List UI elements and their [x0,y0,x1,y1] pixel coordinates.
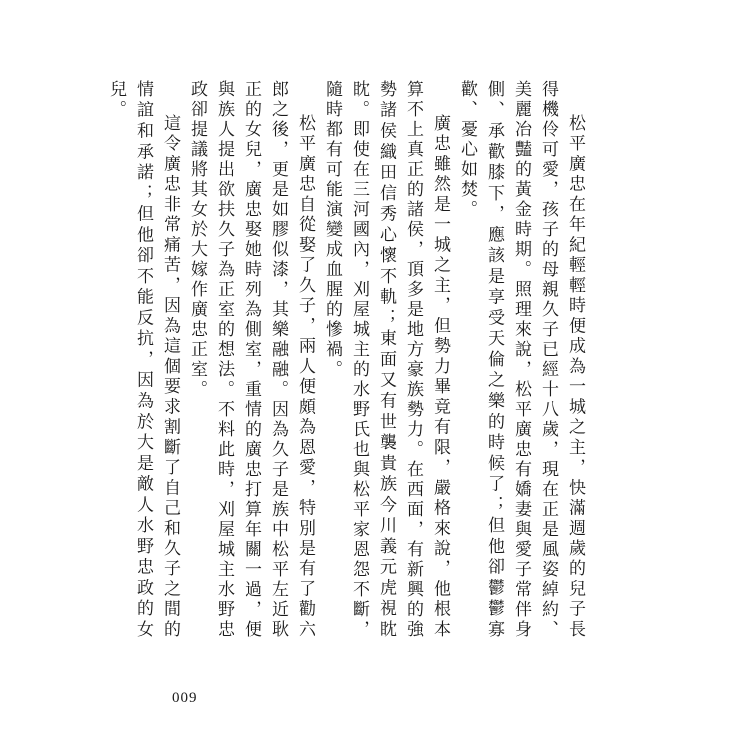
paragraph-3: 松平廣忠自從娶了久子，兩人便頗為恩愛，特別是有了勸六郎之後，更是如膠似漆，其樂融融。因為久子是族中松平左近耿正的女兒，廣忠娶她時列為側室，重情的廣忠打算年關一過，便與族人提出欲扶久子為正室的想法。不料此時，刈屋城主水野忠政卻提議將其女於大嫁作廣忠正室。 [187,80,315,640]
page-number: 009 [172,690,198,706]
paragraph-4: 這令廣忠非常痛苦，因為這個要求割斷了自己和久子之間的情誼和承諾；但他卻不能反抗，因為於大是敵人水野忠政的女兒。 [106,80,180,640]
paragraph-1: 松平廣忠在年紀輕輕時便成為一城之主，快滿週歲的兒子長得機伶可愛，孩子的母親久子已經十八歲，現在正是風姿綽約、美麗冶豔的黃金時期。照理來說，松平廣忠有嬌妻與愛子常伴身側、承歡膝下，應該是享受天倫之樂的時候了；但他卻鬱鬱寡歡、憂心如焚。 [457,80,585,640]
vertical-text-block [106,80,588,640]
paragraph-2: 廣忠雖然是一城之主，但勢力畢竟有限，嚴格來說，他根本算不上真正的諸侯，頂多是地方豪族勢力。在西面，有新興的強勢諸侯織田信秀心懷不軌；東面又有世襲貴族今川義元虎視眈眈。即使在三河國內，刈屋城主的水野氏也與松平家恩怨不斷，隨時都有可能演變成血腥的慘禍。 [322,80,450,640]
